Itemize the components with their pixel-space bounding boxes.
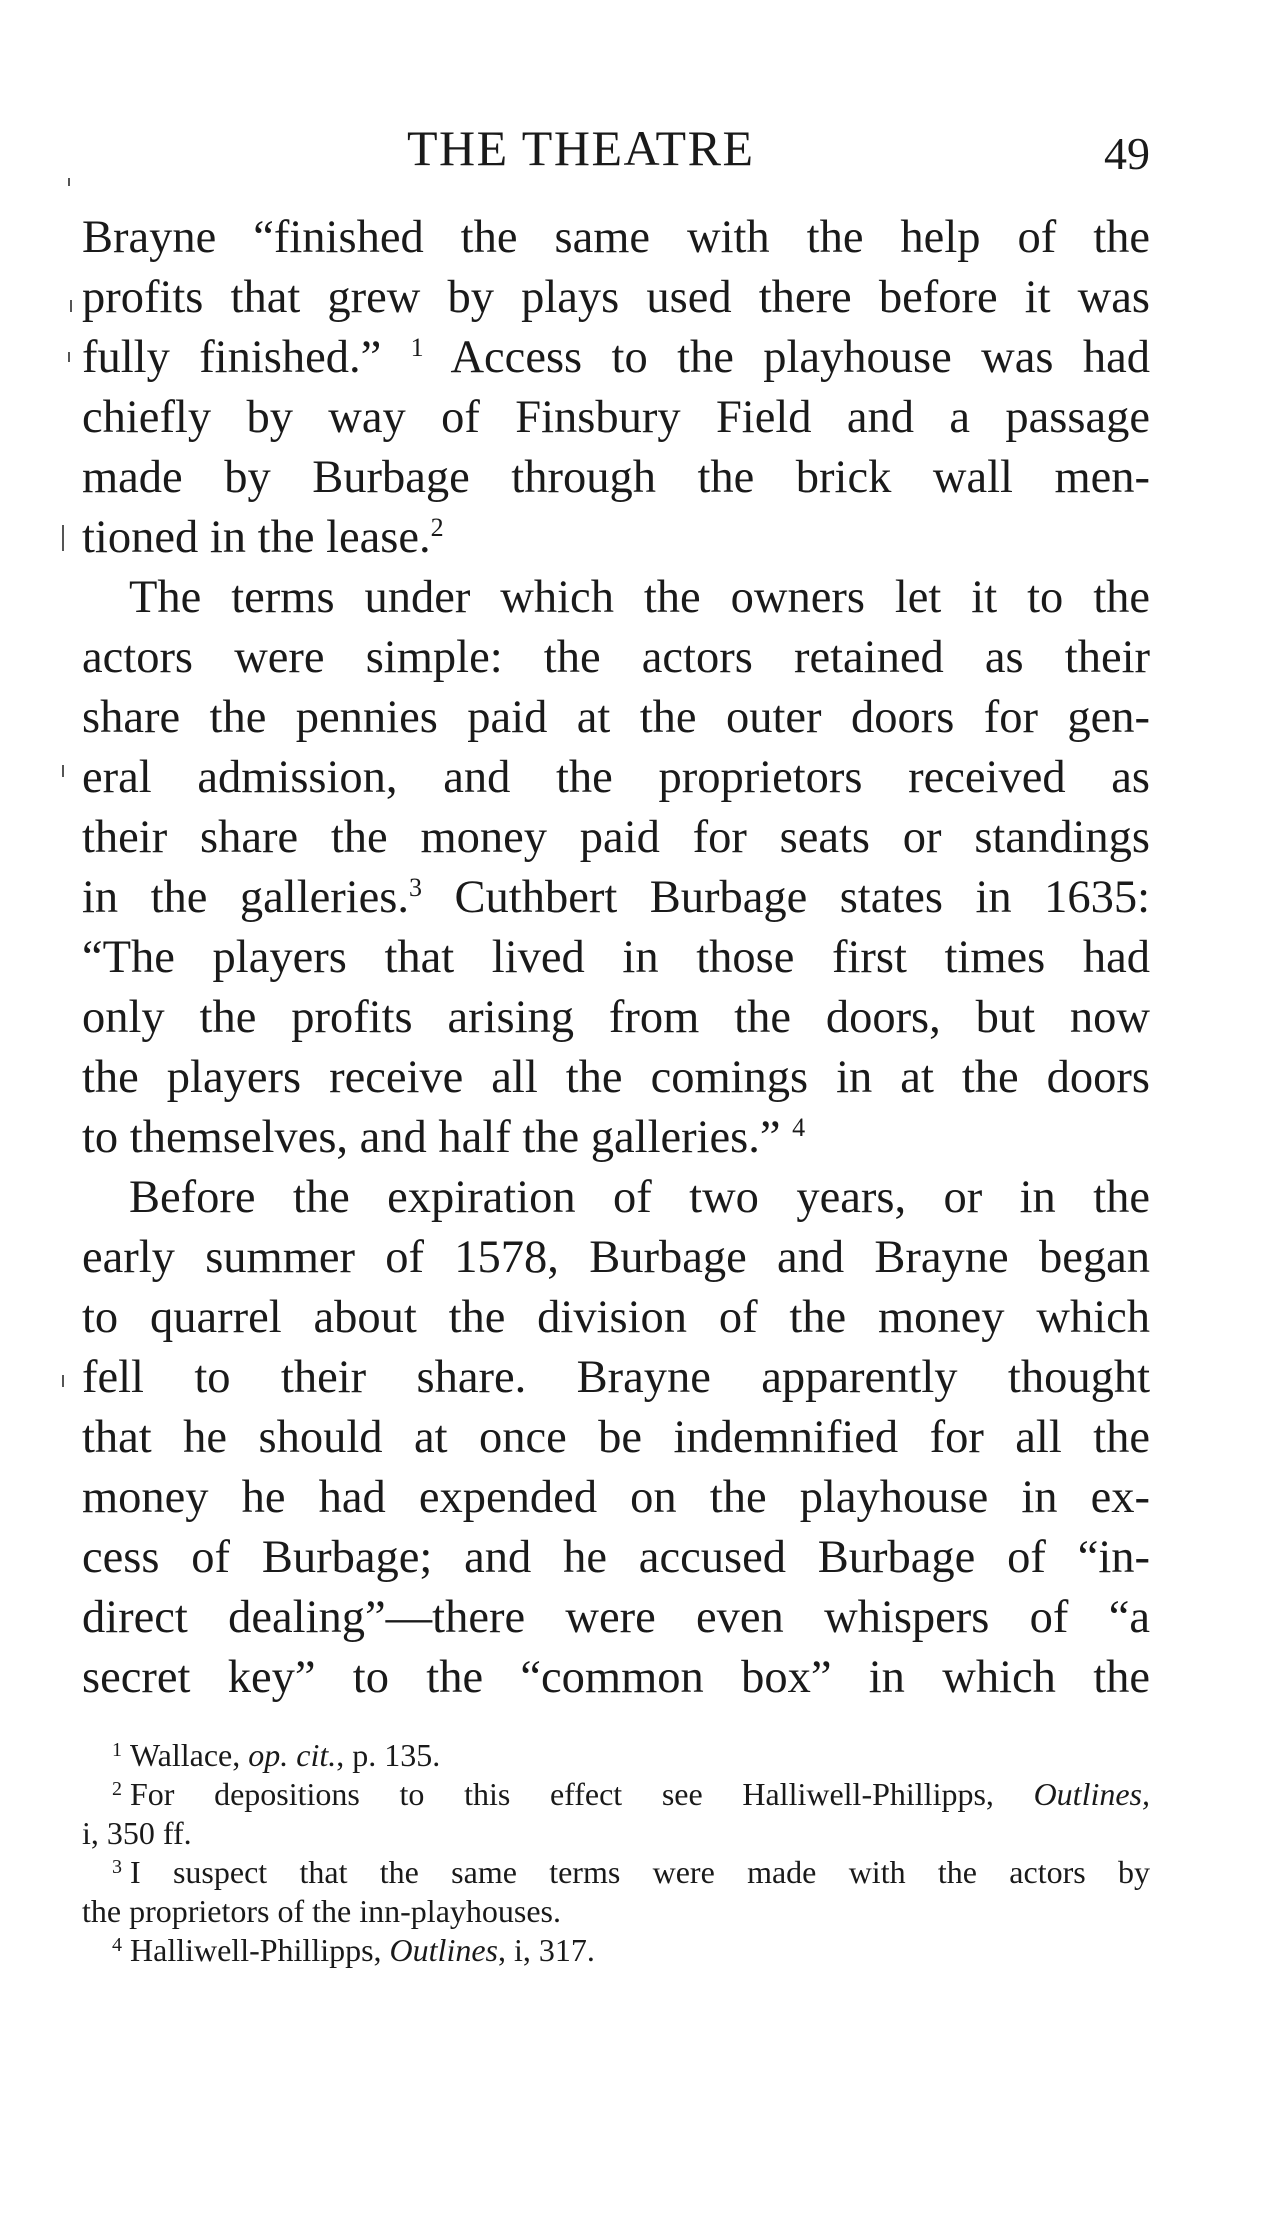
text-line — [82, 868, 1150, 928]
footnote-text: Wallace, — [130, 1737, 249, 1773]
page-number: 49 — [1104, 128, 1150, 179]
margin-mark — [70, 300, 72, 312]
text-line: chiefly by way of Finsbury Field and a passage — [82, 392, 1150, 443]
footnote-mark: 1 — [112, 1739, 122, 1761]
text-line: only the profits arising from the doors, but now — [82, 992, 1150, 1043]
text-line: their share the money paid for seats or standings — [82, 812, 1150, 863]
text-line: eral admission, and the proprietors received as — [82, 752, 1150, 803]
footnote-text: , p. 135. — [336, 1737, 441, 1773]
footnote-italic: Outlines — [389, 1932, 498, 1968]
text-span: in the galleries. — [82, 872, 410, 923]
footnote-italic: Outlines, — [1033, 1776, 1150, 1812]
text-line: money he had expended on the playhouse in ex- — [82, 1472, 1150, 1523]
footnote-text: I suspect that the same terms were made with the actors by — [130, 1854, 1150, 1890]
footnote-2 — [82, 1775, 1150, 1814]
footnotes — [82, 1736, 1150, 1970]
page-header — [82, 118, 1150, 178]
text-span: Cuthbert Burbage states in 1635: — [422, 872, 1150, 923]
text-line: share the pennies paid at the outer doors for gen- — [82, 692, 1150, 743]
footnote-1 — [82, 1736, 1150, 1775]
footnote-ref-2[interactable]: 2 — [430, 513, 444, 542]
margin-mark — [68, 352, 70, 362]
text-line: fell to their share. Brayne apparently thought — [82, 1352, 1150, 1403]
text-line: Brayne “finished the same with the help of the — [82, 212, 1150, 263]
margin-mark — [68, 178, 70, 186]
footnote-ref-4[interactable]: 4 — [792, 1113, 806, 1142]
footnote-ref-3[interactable]: 3 — [409, 873, 423, 902]
text-line — [82, 508, 1150, 568]
text-span: Access to the playhouse was had — [423, 332, 1150, 383]
footnote-text: , i, 317. — [497, 1932, 595, 1968]
margin-mark — [62, 1375, 64, 1387]
margin-mark — [62, 525, 64, 551]
footnote-mark: 4 — [112, 1934, 122, 1956]
footnote-ref-1[interactable]: 1 — [410, 333, 424, 362]
paragraph-first-line: The terms under which the owners let it to the — [129, 572, 1150, 623]
footnote-3 — [82, 1853, 1150, 1892]
text-span: tioned in the lease. — [82, 512, 431, 563]
text-span: to themselves, and half the galleries.” — [82, 1112, 793, 1163]
text-line: early summer of 1578, Burbage and Brayne began — [82, 1232, 1150, 1283]
text-line: the players receive all the comings in at the doors — [82, 1052, 1150, 1103]
footnote-4 — [82, 1931, 1150, 1970]
text-line: cess of Burbage; and he accused Burbage of “in- — [82, 1532, 1150, 1583]
footnote-mark: 3 — [112, 1856, 122, 1878]
footnote-italic: op. cit. — [248, 1737, 337, 1773]
text-line: actors were simple: the actors retained as their — [82, 632, 1150, 683]
footnote-text: For depositions to this effect see Halliwell-Phillipps, — [130, 1776, 1034, 1812]
margin-mark — [62, 765, 64, 777]
text-line: to quarrel about the division of the money which — [82, 1292, 1150, 1343]
running-title: THE THEATRE — [407, 120, 755, 176]
footnote-3-continued: the proprietors of the inn-playhouses. — [82, 1893, 561, 1929]
text-span: fully finished.” — [82, 332, 382, 383]
text-line — [82, 1108, 1150, 1168]
footnote-mark: 2 — [112, 1778, 122, 1800]
body-text — [82, 208, 1150, 1708]
text-line — [82, 328, 1150, 388]
text-line: made by Burbage through the brick wall men- — [82, 452, 1150, 503]
footnote-text: Halliwell-Phillipps, — [130, 1932, 390, 1968]
footnote-2-continued: i, 350 ff. — [82, 1815, 192, 1851]
text-line: secret key” to the “common box” in which the — [82, 1652, 1150, 1703]
text-line: that he should at once be indemnified for all the — [82, 1412, 1150, 1463]
text-line: profits that grew by plays used there before it was — [82, 272, 1150, 323]
paragraph-first-line: Before the expiration of two years, or in the — [129, 1172, 1150, 1223]
text-line: direct dealing”—there were even whispers of “a — [82, 1592, 1150, 1643]
text-line: “The players that lived in those first times had — [82, 932, 1150, 983]
